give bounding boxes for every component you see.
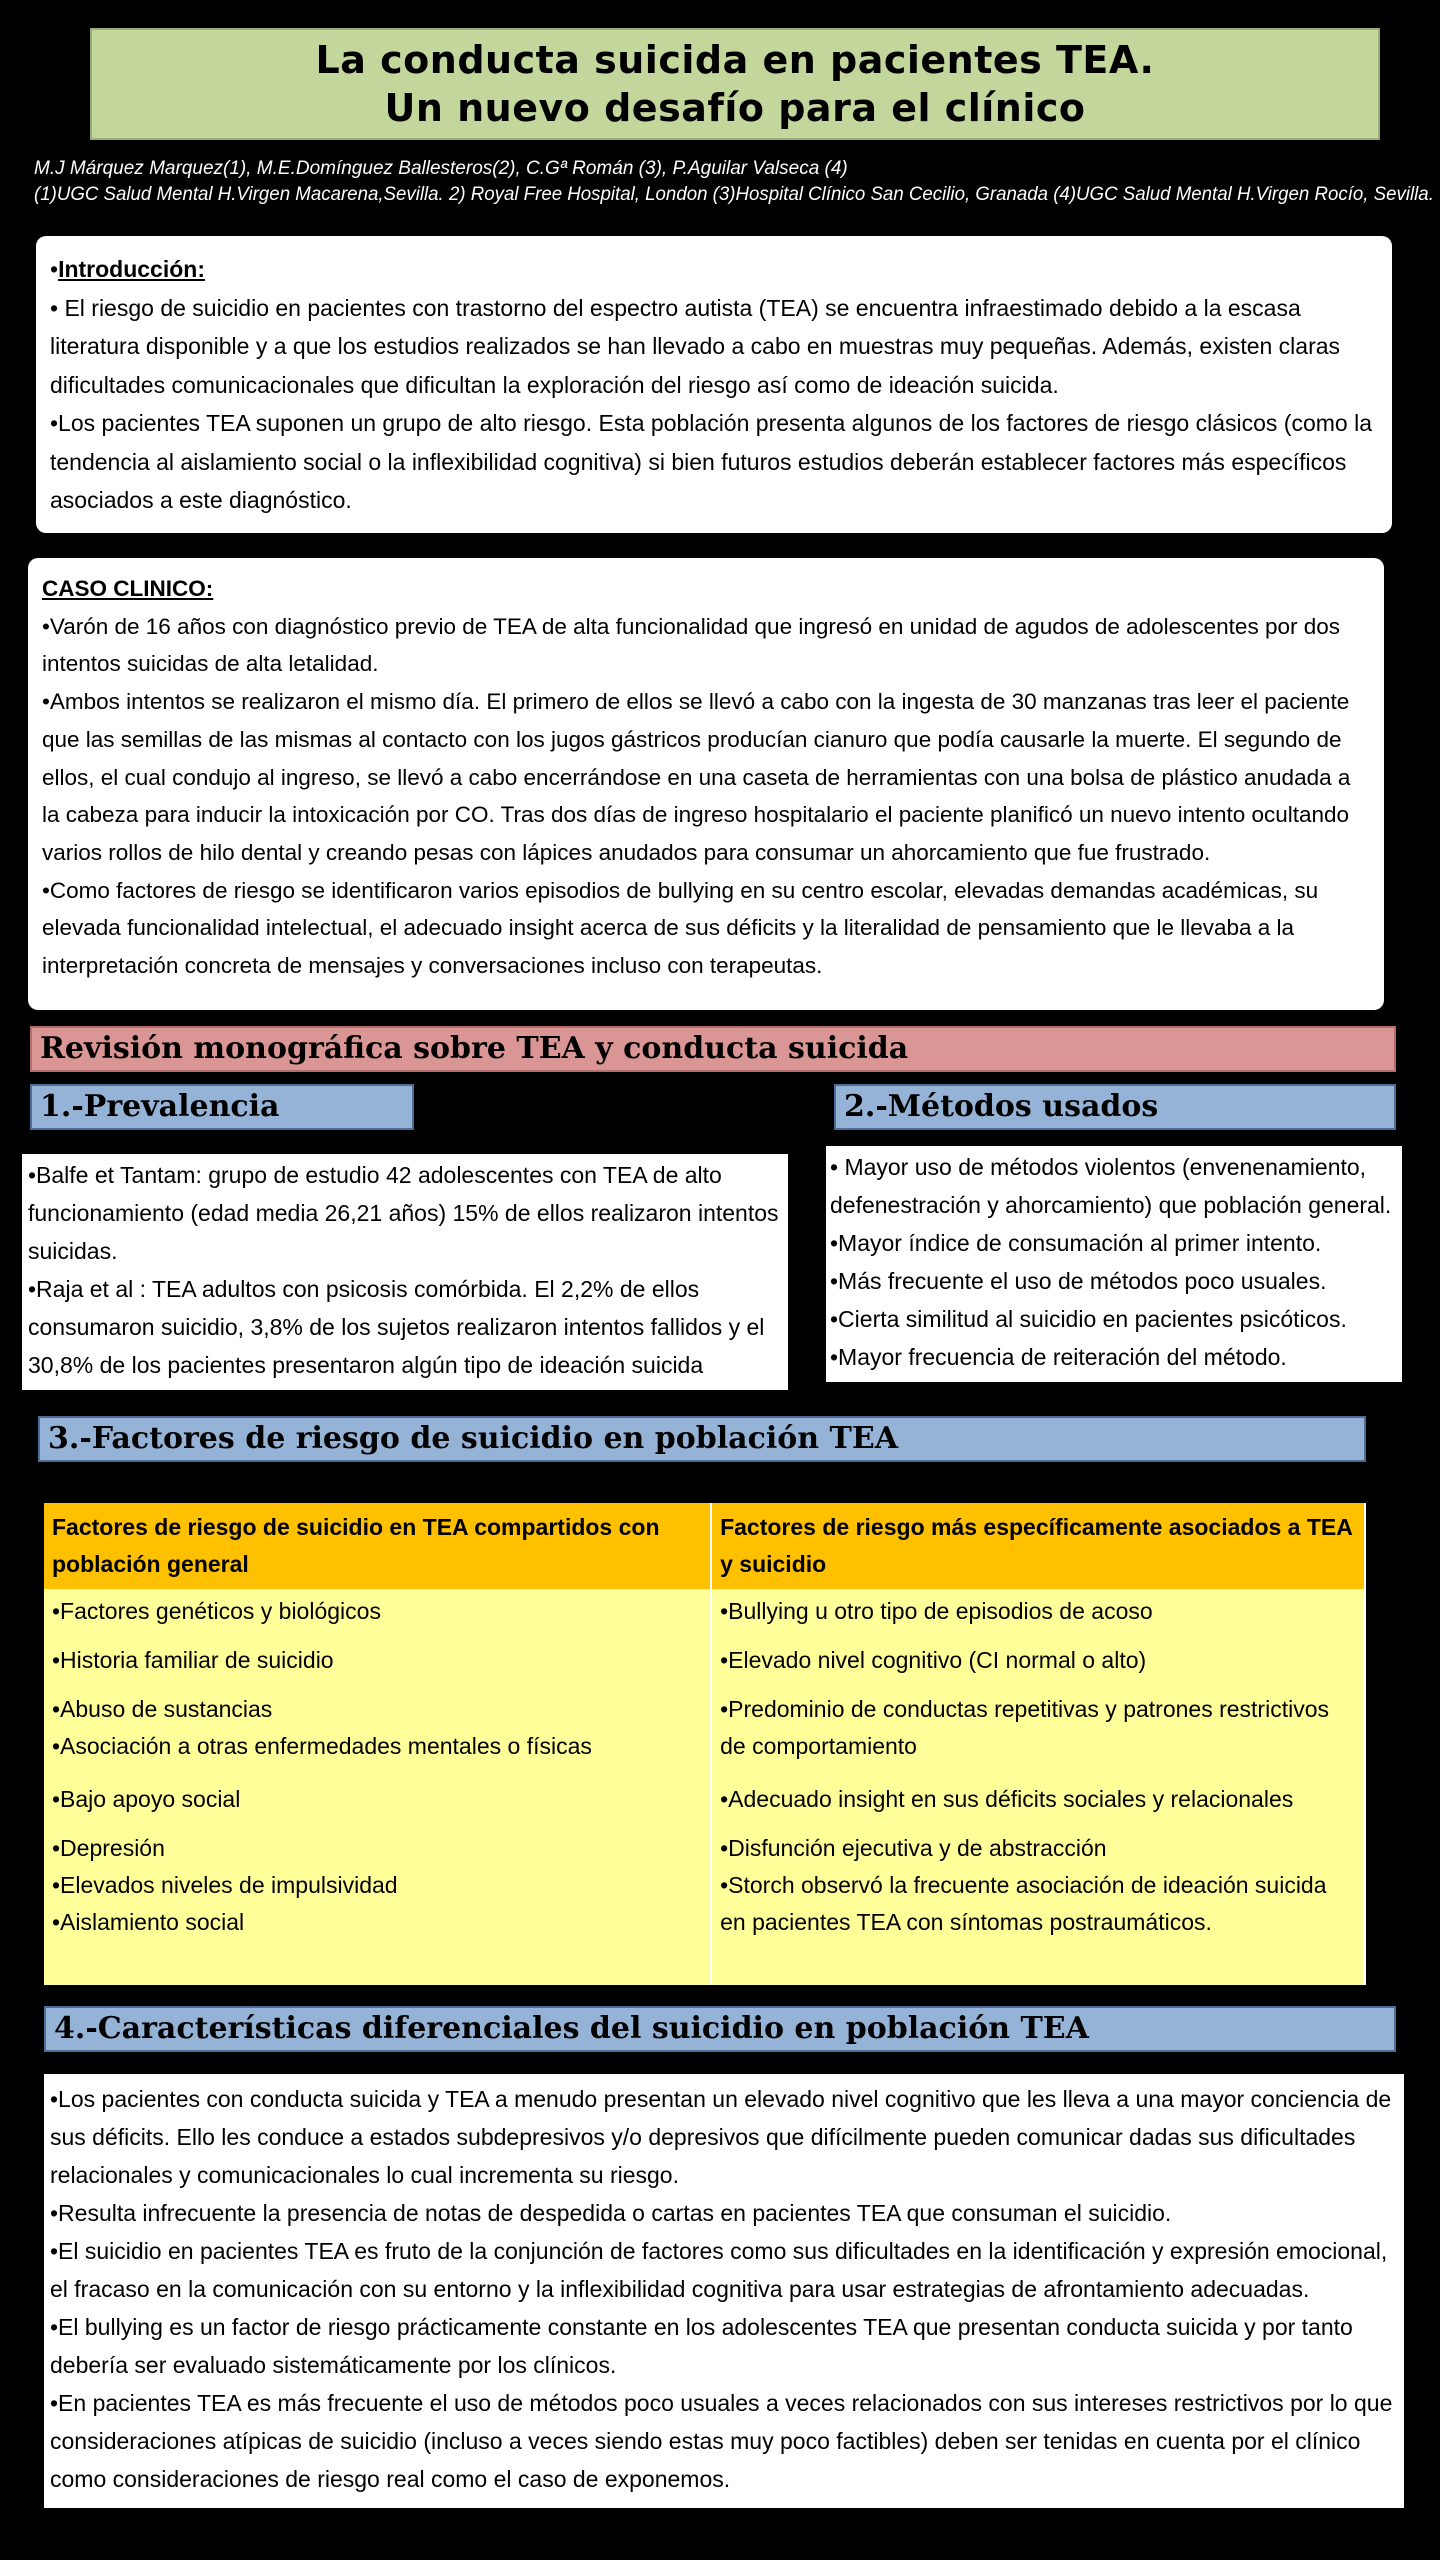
clinical-case-paragraph-3: •Como factores de riesgo se identificaron varios episodios de bullying en su centro escolar, elevadas demandas académicas, su elevada funcionalidad intelectual, el adecuado insight acerca de sus déficits y la literalidad de pensamiento que le llevaba a la interpretación concreta de mensajes y conversaciones incluso con terapeutas. xyxy=(42,877,1319,979)
characteristics-item: •Resulta infrecuente la presencia de notas de despedida o cartas en pacientes TEA que consuman el suicidio. xyxy=(50,2200,1172,2226)
methods-item: •Más frecuente el uso de métodos poco usuales. xyxy=(830,1268,1327,1294)
table-row xyxy=(44,1687,1365,1777)
authors-block xyxy=(34,156,1434,208)
title-line-2: Un nuevo desafío para el clínico xyxy=(384,86,1086,130)
methods-item: •Mayor frecuencia de reiteración del método. xyxy=(830,1344,1287,1370)
table-row xyxy=(44,1826,1365,1985)
clinical-case-heading: CASO CLINICO: xyxy=(42,576,214,601)
risk-factors-table xyxy=(44,1503,1366,1985)
table-row xyxy=(44,1777,1365,1826)
table-row xyxy=(44,1589,1365,1638)
prevalence-section-title: 1.-Prevalencia xyxy=(30,1084,414,1130)
risk-factor-specific: •Predominio de conductas repetitivas y patrones restrictivos de comportamiento xyxy=(711,1687,1365,1777)
clinical-case-card xyxy=(28,558,1384,1010)
risk-factor-general: •Abuso de sustancias •Asociación a otras enfermedades mentales o físicas xyxy=(44,1687,711,1777)
poster-title xyxy=(90,28,1380,140)
methods-section-title: 2.-Métodos usados xyxy=(834,1084,1396,1130)
methods-box xyxy=(826,1146,1402,1382)
risk-factor-specific: •Bullying u otro tipo de episodios de acoso xyxy=(711,1589,1365,1638)
intro-heading-bullet: • xyxy=(50,256,59,282)
clinical-case-paragraph-2: •Ambos intentos se realizaron el mismo día. El primero de ellos se llevó a cabo con la ingesta de 30 manzanas tras leer el paciente que las semillas de las mismas al contacto con los jugos gástricos producían cianuro que podía causarle la muerte. El segundo de ellos, el cual condujo al ingreso, se llevó a cabo encerrándose en una caseta de herramientas con una bolsa de plástico anudada a la cabeza para inducir la intoxicación por CO. Tras dos días de ingreso hospitalario el paciente planificó un nuevo intento ocultando varios rollos de hilo dental y creando pesas con lápices anudados para consumar un ahorcamiento que fue frustrado. xyxy=(42,689,1351,865)
risk-factor-specific: •Disfunción ejecutiva y de abstracción •Storch observó la frecuente asociación de ideación suicida en pacientes TEA con síntomas postraumáticos. xyxy=(711,1826,1365,1985)
prevalence-box xyxy=(22,1154,788,1390)
methods-item: • Mayor uso de métodos violentos (envenenamiento, defenestración y ahorcamiento) que población general. xyxy=(830,1154,1392,1218)
risk-factors-col1-header: Factores de riesgo de suicidio en TEA compartidos con población general xyxy=(44,1503,711,1589)
risk-factors-col2-header: Factores de riesgo más específicamente asociados a TEA y suicidio xyxy=(711,1503,1365,1589)
risk-factors-section-title: 3.-Factores de riesgo de suicidio en población TEA xyxy=(38,1416,1366,1462)
intro-heading: Introducción: xyxy=(58,256,205,282)
intro-paragraph-2: •Los pacientes TEA suponen un grupo de alto riesgo. Esta población presenta algunos de los factores de riesgo clásicos (como la tendencia al aislamiento social o la inflexibilidad cognitiva) si bien futuros estudios deberán establecer factores más específicos asociados a este diagnóstico. xyxy=(50,410,1372,513)
risk-factor-general: •Factores genéticos y biológicos xyxy=(44,1589,711,1638)
characteristics-item: •El suicidio en pacientes TEA es fruto de la conjunción de factores como sus dificultades en la identificación y expresión emocional, el fracaso en la comunicación con su entorno y la inflexibilidad cognitiva para usar estrategias de afrontamiento adecuadas. xyxy=(50,2238,1388,2302)
introduction-card xyxy=(36,236,1392,533)
prevalence-item-2: •Raja et al : TEA adultos con psicosis comórbida. El 2,2% de ellos consumaron suicidio, 3,8% de los sujetos realizaron intentos fallidos y el 30,8% de los pacientes presentaron algún tipo de ideación suicida xyxy=(28,1276,765,1378)
characteristics-box xyxy=(44,2074,1404,2508)
risk-factor-general: •Bajo apoyo social xyxy=(44,1777,711,1826)
characteristics-item: •Los pacientes con conducta suicida y TEA a menudo presentan un elevado nivel cognitivo que les lleva a una mayor conciencia de sus déficits. Ello les conduce a estados subdepresivos y/o depresivos que difícilmente pueden comunicar dadas sus dificultades relacionales y comunicacionales lo cual incrementa su riesgo. xyxy=(50,2086,1392,2188)
risk-factors-table-wrap xyxy=(44,1503,1366,1985)
risk-factor-general: •Depresión •Elevados niveles de impulsividad •Aislamiento social xyxy=(44,1826,711,1985)
characteristics-item: •En pacientes TEA es más frecuente el uso de métodos poco usuales a veces relacionados con sus intereses restrictivos por lo que consideraciones atípicas de suicidio (incluso a veces siendo estas muy poco factibles) deben ser tenidas en cuenta por el clínico como consideraciones de riesgo real como el caso de exponemos. xyxy=(50,2390,1393,2492)
review-section-title: Revisión monográfica sobre TEA y conducta suicida xyxy=(30,1026,1396,1072)
table-row xyxy=(44,1638,1365,1687)
title-line-1: La conducta suicida en pacientes TEA. xyxy=(315,38,1155,82)
risk-factor-specific: •Adecuado insight en sus déficits sociales y relacionales xyxy=(711,1777,1365,1826)
intro-paragraph-1: • El riesgo de suicidio en pacientes con trastorno del espectro autista (TEA) se encuentra infraestimado debido a la escasa literatura disponible y a que los estudios realizados se han llevado a cabo en muestras muy pequeñas. Además, existen claras dificultades comunicacionales que dificultan la exploración del riesgo así como de ideación suicida. xyxy=(50,294,1341,398)
author-names: M.J Márquez Marquez(1), M.E.Domínguez Ballesteros(2), C.Gª Román (3), P.Aguilar Valseca (4) xyxy=(34,158,848,179)
methods-item: •Mayor índice de consumación al primer intento. xyxy=(830,1230,1322,1256)
author-affiliations: (1)UGC Salud Mental H.Virgen Macarena,Sevilla. 2) Royal Free Hospital, London (3)Hospital Clínico San Cecilio, Granada (4)UGC Salud Mental H.Virgen Rocío, Sevilla. xyxy=(34,184,1434,205)
characteristics-section-title: 4.-Características diferenciales del suicidio en población TEA xyxy=(44,2006,1396,2052)
methods-item: •Cierta similitud al suicidio en pacientes psicóticos. xyxy=(830,1306,1347,1332)
clinical-case-paragraph-1: •Varón de 16 años con diagnóstico previo de TEA de alta funcionalidad que ingresó en unidad de agudos de adolescentes por dos intentos suicidas de alta letalidad. xyxy=(42,613,1340,677)
characteristics-item: •El bullying es un factor de riesgo prácticamente constante en los adolescentes TEA que presentan conducta suicida y por tanto debería ser evaluado sistemáticamente por los clínicos. xyxy=(50,2314,1353,2378)
risk-factor-specific: •Elevado nivel cognitivo (CI normal o alto) xyxy=(711,1638,1365,1687)
risk-factor-general: •Historia familiar de suicidio xyxy=(44,1638,711,1687)
prevalence-item-1: •Balfe et Tantam: grupo de estudio 42 adolescentes con TEA de alto funcionamiento (edad media 26,21 años) 15% de ellos realizaron intentos suicidas. xyxy=(28,1162,779,1264)
